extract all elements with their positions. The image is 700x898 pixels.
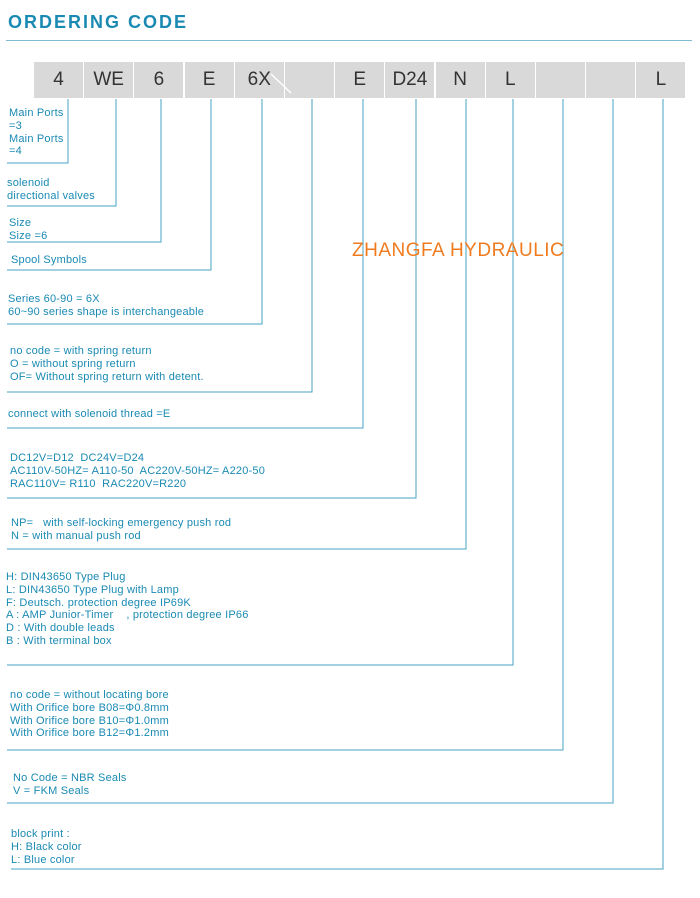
code-cell-13: L (636, 62, 685, 98)
description-line: With Orifice bore B12=Φ1.2mm (10, 727, 169, 740)
description-line: =3 (9, 119, 22, 132)
description-block-1 (9, 107, 64, 158)
code-cell-1: 4 (34, 62, 83, 98)
description-line: no code = with spring return (10, 345, 152, 357)
description-line: 60~90 series shape is interchangeable (8, 305, 205, 318)
description-line: Main Ports (9, 107, 64, 119)
description-line: H: DIN43650 Type Plug (6, 571, 126, 583)
description-line: N = with manual push rod (11, 529, 141, 542)
description-line: D : With double leads (6, 622, 115, 635)
description-line: connect with solenoid thread =E (8, 408, 171, 420)
description-line: O = without spring return (10, 357, 136, 370)
description-block-13 (11, 828, 82, 866)
description-line: L: DIN43650 Type Plug with Lamp (6, 583, 179, 596)
description-block-7 (8, 408, 170, 421)
code-cell-2: WE (84, 62, 133, 98)
description-line: Main Ports (9, 132, 64, 145)
description-line: OF= Without spring return with detent. (10, 370, 204, 383)
description-line: directional valves (7, 189, 95, 202)
description-block-6 (10, 345, 204, 383)
description-line: V = FKM Seals (13, 784, 90, 797)
description-line: DC12V=D12 DC24V=D24 (10, 452, 145, 464)
description-line: block print : (11, 828, 70, 840)
code-cell-4: E (185, 62, 234, 98)
description-line: L: Blue color (11, 853, 75, 866)
description-block-4 (11, 254, 87, 267)
description-line: AC110V-50HZ= A110-50 AC220V-50HZ= A220-50 (10, 464, 266, 477)
description-block-10 (6, 571, 249, 648)
description-line: With Orifice bore B10=Φ1.0mm (10, 714, 169, 727)
description-block-11 (10, 689, 169, 740)
description-block-3 (9, 217, 47, 243)
description-line: no code = without locating bore (10, 689, 169, 701)
description-block-2 (7, 177, 95, 203)
description-line: RAC110V= R110 RAC220V=R220 (10, 477, 187, 490)
description-block-9 (11, 517, 231, 543)
description-line: Series 60-90 = 6X (8, 293, 100, 305)
description-line: Spool Symbols (11, 254, 87, 266)
code-cell-9: N (436, 62, 485, 98)
code-cell-8: D24 (385, 62, 434, 98)
description-line: B : With terminal box (6, 634, 112, 647)
description-line: solenoid (7, 177, 50, 189)
watermark-text: ZHANGFA HYDRAULIC (352, 240, 565, 261)
description-line: NP= with self-locking emergency push rod (11, 517, 232, 529)
code-cell-10: L (486, 62, 535, 98)
code-cell-3: 6 (134, 62, 183, 98)
page-title: ORDERING CODE (8, 12, 189, 32)
description-block-5 (8, 293, 204, 319)
description-line: Size (9, 217, 32, 229)
description-line: H: Black color (11, 840, 82, 853)
description-line: No Code = NBR Seals (13, 772, 127, 784)
description-line: F: Deutsch. protection degree IP69K (6, 596, 191, 609)
description-line: =4 (9, 145, 22, 158)
description-block-8 (10, 452, 265, 490)
code-cell-5: 6X (235, 62, 284, 98)
code-cell-7: E (335, 62, 384, 98)
description-line: Size =6 (9, 229, 48, 242)
description-block-12 (13, 772, 127, 798)
description-line: A : AMP Junior-Timer , protection degree IP66 (6, 609, 249, 622)
description-line: With Orifice bore B08=Φ0.8mm (10, 701, 169, 714)
